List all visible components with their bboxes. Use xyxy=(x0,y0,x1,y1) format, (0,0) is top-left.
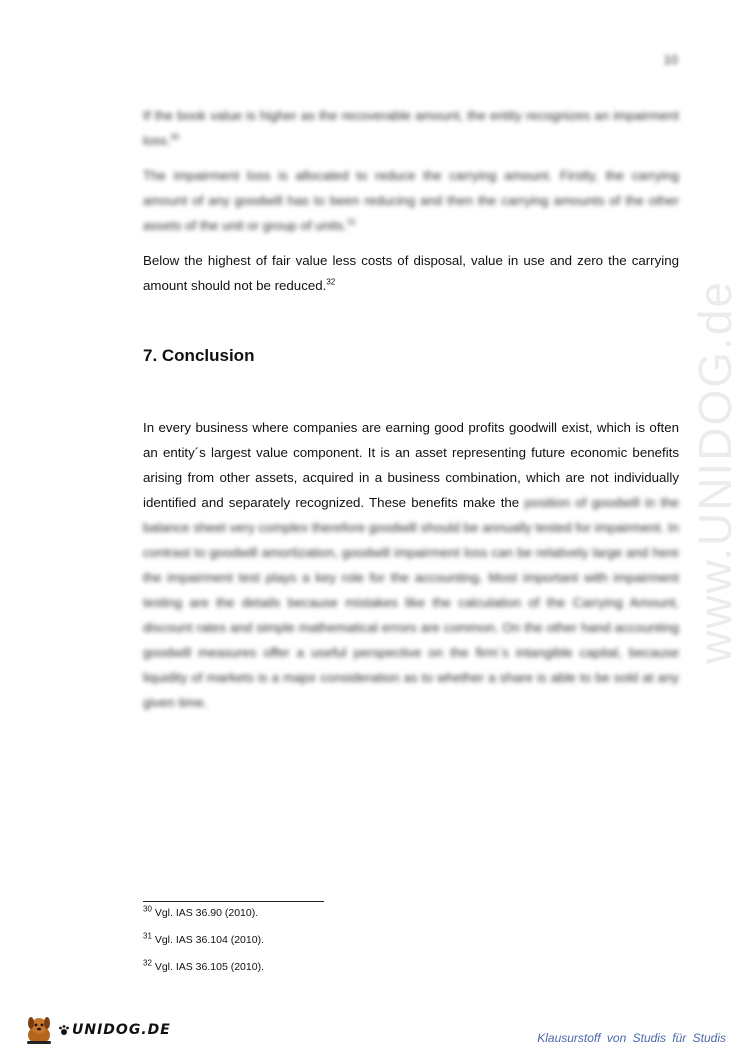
dog-mascot-icon xyxy=(22,1013,56,1047)
section-heading: 7. Conclusion xyxy=(143,346,255,365)
watermark: www.UNIDOG.de xyxy=(689,280,741,664)
paw-icon xyxy=(58,1024,70,1036)
conclusion-paragraph xyxy=(143,415,679,715)
footnote-32: $^{32}$ Vgl. IAS 36.105 (2010). xyxy=(143,958,264,973)
page-number: 10 xyxy=(663,52,678,67)
paragraph-carrying-amount: Below the highest of fair value less costs of disposal, value in use and zero the carrying amount should not be reduced.$^{32}$ xyxy=(143,253,679,293)
paragraph-allocation: The impairment loss is allocated to reduce the carrying amount. Firstly, the carrying amount of any goodwill has to been reducing and then the carrying amounts of the other assets of the unit or group of units.$^{31}$ xyxy=(143,168,679,233)
logo-text: UNIDOG.DE xyxy=(72,1022,171,1038)
conclusion-blurred-text: position of goodwill in the balance sheet very complex therefore goodwill should be annually tested for impairment. In contrast to goodwill amortization, goodwill impairment loss can be relatively large and here the impairment test plays a key role for the accounting. Most important with impairment testing are the details because mistakes like the calculation of the Carrying Amount, discount rates and simple mathematical errors are common. On the other hand accounting goodwill measures offer a useful perspective on the firm´s intangible capital, because liquidity of markets is a major consideration as to whether a share is able to be sold at any given time. xyxy=(143,495,680,710)
footnote-rule xyxy=(143,901,324,902)
footnote-31: $^{31}$ Vgl. IAS 36.104 (2010). xyxy=(143,931,264,946)
document-body xyxy=(143,103,679,715)
footnote-30: $^{30}$ Vgl. IAS 36.90 (2010). xyxy=(143,904,259,919)
paragraph-impairment-loss: If the book value is higher as the recoverable amount, the entity recognizes an impairment loss.$^{30}$ xyxy=(143,108,679,148)
footnotes xyxy=(143,906,264,987)
unidog-logo[interactable] xyxy=(22,1013,171,1047)
footer-tagline: Klausurstoff von Studis für Studis xyxy=(537,1031,726,1045)
conclusion-visible-text: In every business where companies are earning good profits goodwill exist, which is often an entity´s largest value component. It is an asset representing future economic benefits arising from other assets, acquired in a business combination, which are not individually identified and separately recognized. These benefits make the xyxy=(143,420,679,510)
